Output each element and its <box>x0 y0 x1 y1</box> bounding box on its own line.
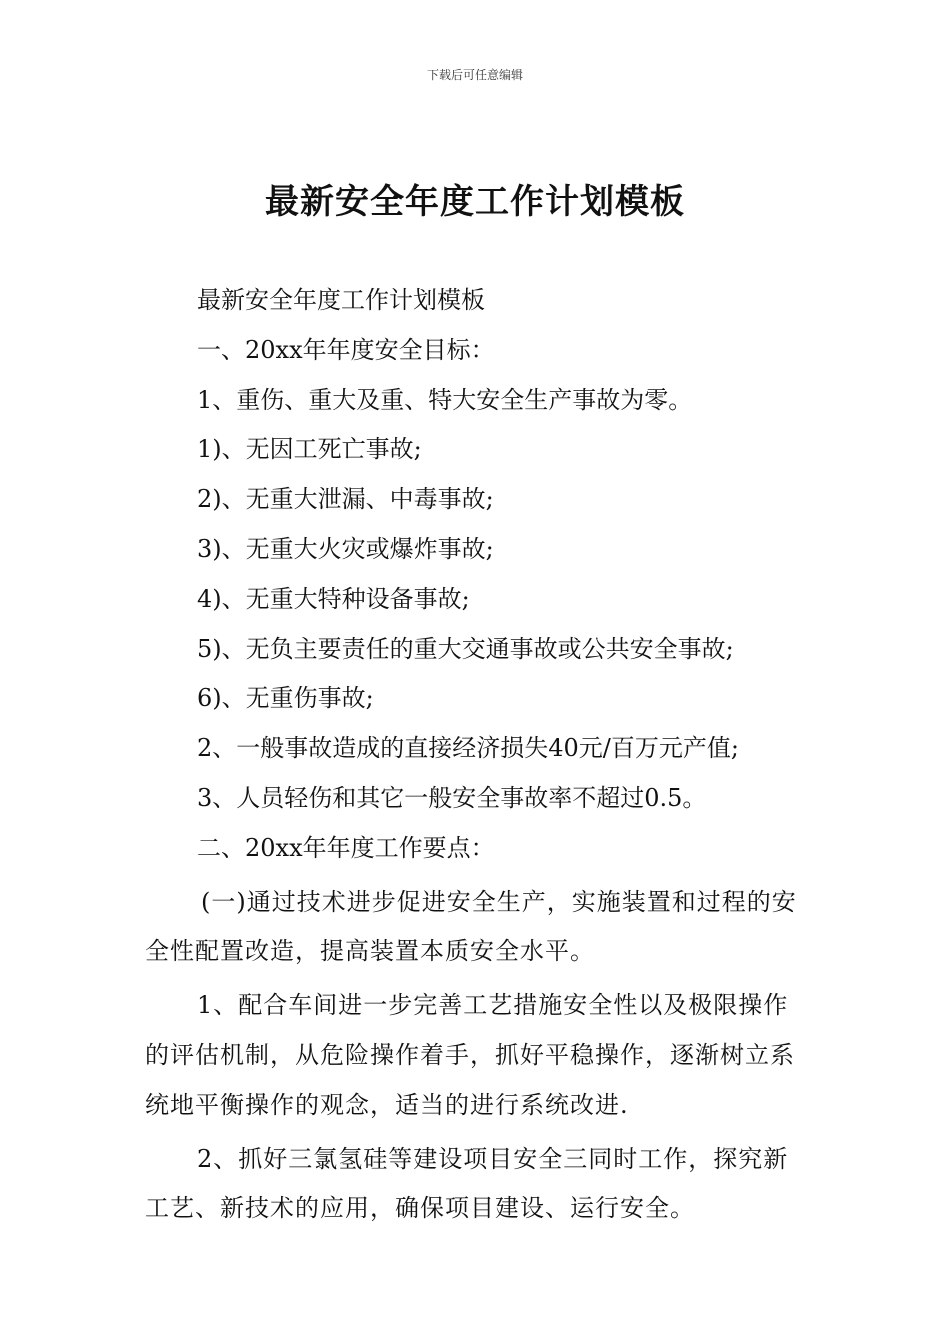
body-line-goal-1-3: 3)、无重大火灾或爆炸事故; <box>197 534 494 563</box>
body-line-goal-2: 2、一般事故造成的直接经济损失40元/百万元产值; <box>197 734 739 763</box>
body-line-goal-1-6: 6)、无重伤事故; <box>197 684 374 713</box>
body-line-goal-1-4: 4)、无重大特种设备事故; <box>197 584 470 613</box>
document-body <box>145 276 810 1238</box>
body-line-goal-1-5: 5)、无负主要责任的重大交通事故或公共安全事故; <box>197 634 734 663</box>
document-title: 最新安全年度工作计划模板 <box>265 182 685 222</box>
body-paragraph-item-1: 1、配合车间进一步完善工艺措施安全性以及极限操作的评估机制，从危险操作着手，抓好平稳操作，逐渐树立系统地平衡操作的观念，适当的进行系统改进. <box>145 991 795 1119</box>
body-line-section-two-heading: 二、20xx年年度工作要点： <box>197 833 495 862</box>
header-note: 下载后可任意编辑 <box>426 68 523 82</box>
body-line-subtitle: 最新安全年度工作计划模板 <box>197 286 485 314</box>
body-line-section-one-heading: 一、20xx年年度安全目标： <box>197 335 495 364</box>
body-paragraph-item-2: 2、抓好三氯氢硅等建设项目安全三同时工作，探究新工艺、新技术的应用，确保项目建设、运行安全。 <box>145 1144 789 1223</box>
body-line-goal-1-1: 1)、无因工死亡事故; <box>197 435 422 464</box>
body-line-goal-3: 3、人员轻伤和其它一般安全事故率不超过0.5。 <box>197 783 707 812</box>
body-line-goal-1: 1、重伤、重大及重、特大安全生产事故为零。 <box>197 385 693 414</box>
body-paragraph-point-1: (一)通过技术进步促进安全生产，实施装置和过程的安全性配置改造，提高装置本质安全水平。 <box>145 887 797 966</box>
body-line-goal-1-2: 2)、无重大泄漏、中毒事故; <box>197 485 494 514</box>
